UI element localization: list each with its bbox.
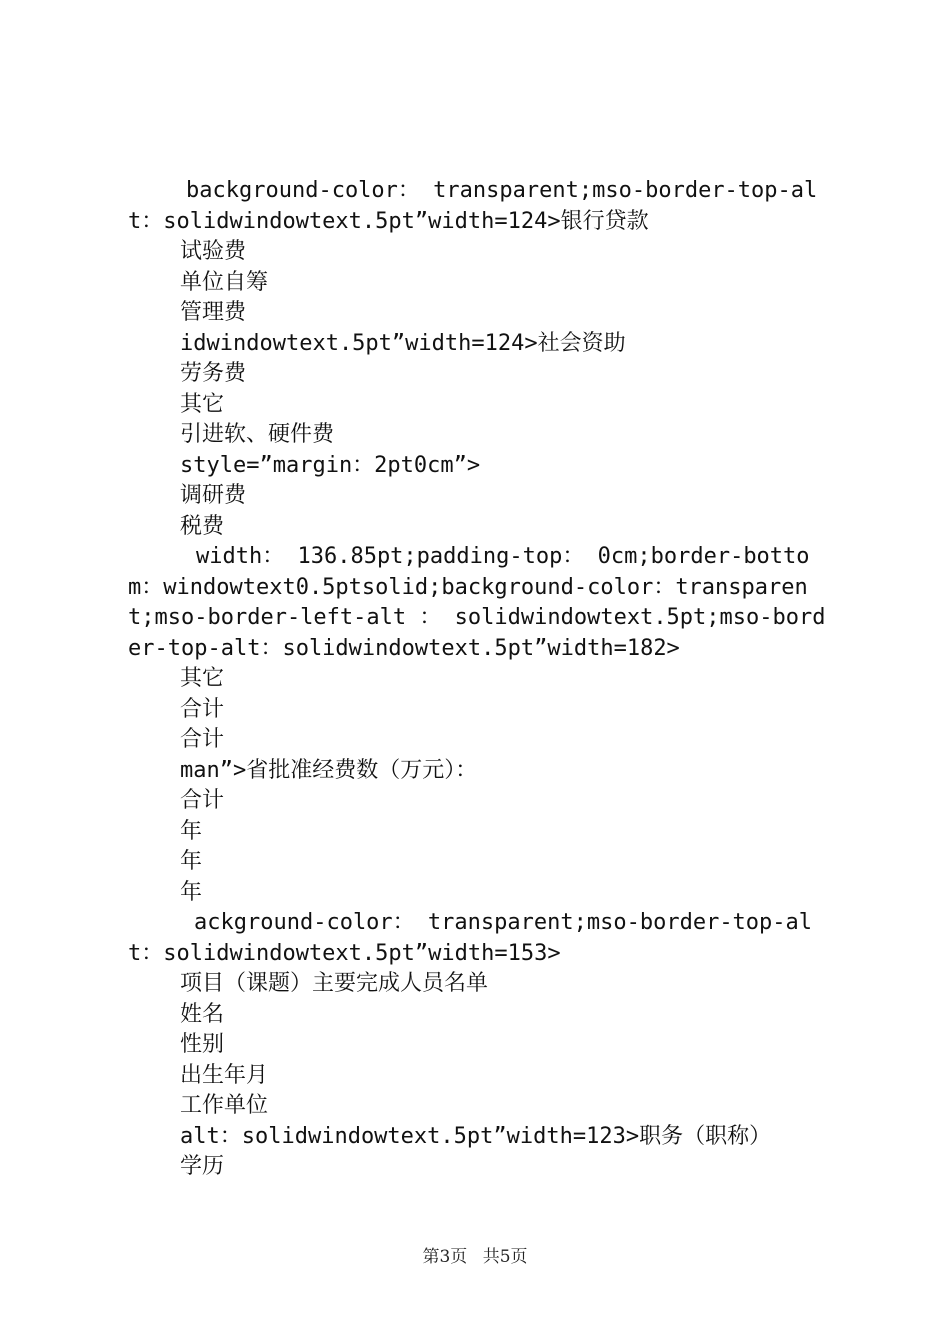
text-line: alt：solidwindowtext.5pt”width=123>职务（职称） [180,1123,772,1149]
text-line: 劳务费 [180,361,247,386]
text-line: 单位自筹 [180,269,269,295]
text-line: 合计 [180,696,225,722]
text-line: 出生年月 [180,1062,269,1088]
text-line-code: width： 136.85pt;padding-top： 0cm;border-bottom：windowtext0.5ptsolid;background-color：transparent;mso-border-left-alt ： solidwindowtext.5pt;mso-border-top-alt：solidwindowtext.5pt”width=182> [128,544,826,661]
text-line: 试验费 [180,239,247,264]
page-number-total: 共5页 [482,1247,528,1267]
text-line: 调研费 [180,483,247,508]
text-line: style=”margin：2pt0cm”> [180,452,481,478]
text-line: 年 [180,879,203,905]
text-line: 合计 [180,727,225,752]
text-line: 学历 [180,1154,225,1179]
text-line: 其它 [180,666,225,691]
page-footer [0,1242,950,1267]
text-line: 管理费 [180,300,247,325]
page-number-current: 第3页 [422,1247,468,1267]
text-line-code: background-color： transparent;mso-border-top-alt：solidwindowtext.5pt”width=124>银行贷款 [128,178,818,234]
text-line: 合计 [180,788,225,813]
text-line: 税费 [180,513,225,539]
text-line: 其它 [180,391,225,417]
text-line: 姓名 [180,1001,225,1027]
text-line: 工作单位 [180,1093,269,1118]
text-line: 性别 [180,1032,225,1057]
text-line: 项目（课题）主要完成人员名单 [180,971,489,996]
text-line: 年 [180,849,203,874]
text-line: man”>省批准经费数（万元）： [180,757,478,783]
text-line-code: ackground-color： transparent;mso-border-top-alt：solidwindowtext.5pt”width=153> [128,910,813,966]
text-line: idwindowtext.5pt”width=124>社会资助 [180,330,626,356]
text-line: 年 [180,818,203,844]
document-body [128,176,828,1183]
text-line: 引进软、硬件费 [180,422,335,447]
